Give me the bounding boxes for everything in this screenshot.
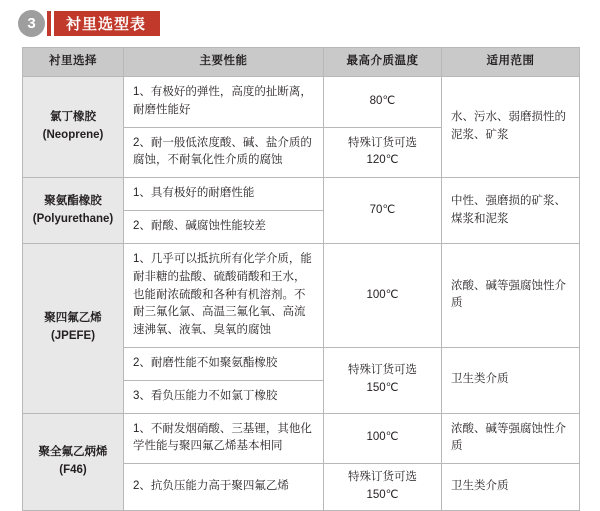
temperature-cell <box>324 347 442 413</box>
table-row <box>23 243 580 347</box>
lining-name-cn: 聚氨酯橡胶 <box>44 194 102 207</box>
temperature-note: 特殊订货可选 <box>348 136 417 149</box>
column-header-performance: 主要性能 <box>124 48 324 77</box>
table-header-row <box>23 48 580 77</box>
lining-cell-ptfe <box>23 243 124 413</box>
performance-cell: 1、不耐发烟硝酸、三基锂，其他化学性能与聚四氟乙烯基本相同 <box>124 413 324 464</box>
lining-selection-table <box>22 47 580 511</box>
lining-name-cn: 氯丁橡胶 <box>50 111 96 124</box>
temperature-note: 特殊订货可选 <box>348 471 417 484</box>
table-header <box>23 48 580 77</box>
lining-name-en: (Polyurethane) <box>32 212 114 225</box>
application-cell: 卫生类介质 <box>442 464 580 511</box>
table-body <box>23 77 580 511</box>
application-cell: 浓酸、碱等强腐蚀性介质 <box>442 413 580 464</box>
performance-cell: 3、看负压能力不如氯丁橡胶 <box>124 380 324 413</box>
performance-cell: 1、具有极好的耐磨性能 <box>124 178 324 211</box>
page-title: 衬里选型表 <box>66 15 147 33</box>
temperature-note: 特殊订货可选 <box>348 364 417 377</box>
performance-cell: 2、抗负压能力高于聚四氟乙烯 <box>124 464 324 511</box>
lining-name-en: (Neoprene) <box>42 129 104 142</box>
temperature-value: 150℃ <box>366 489 399 501</box>
temperature-cell: 80℃ <box>324 77 442 128</box>
title-plate <box>54 11 160 36</box>
column-header-max-temperature: 最高介质温度 <box>324 48 442 77</box>
application-cell: 浓酸、碱等强腐蚀性介质 <box>442 243 580 347</box>
temperature-cell <box>324 127 442 178</box>
performance-cell: 1、有极好的弹性，高度的扯断离，耐磨性能好 <box>124 77 324 128</box>
temperature-value: 120℃ <box>366 154 399 167</box>
lining-name-en: (F46) <box>59 463 87 476</box>
performance-cell: 1、几乎可以抵抗所有化学介质，能耐非糖的盐酸、硫酸硝酸和王水，也能耐浓硫酸和各种有机溶剂。不耐三氟化氯、高温三氟化氧、高流速沸氧、液氧、臭氧的腐蚀 <box>124 243 324 347</box>
performance-cell: 2、耐磨性能不如聚氨酯橡胶 <box>124 347 324 380</box>
lining-name-en: (JPEFE) <box>50 330 96 343</box>
page-title-bar <box>18 8 160 38</box>
column-header-application: 适用范围 <box>442 48 580 77</box>
table-row <box>23 77 580 128</box>
table-row <box>23 413 580 464</box>
performance-cell: 2、耐酸、碱腐蚀性能较差 <box>124 211 324 244</box>
performance-cell: 2、耐一般低浓度酸、碱、盐介质的腐蚀，不耐氧化性介质的腐蚀 <box>124 127 324 178</box>
temperature-cell: 70℃ <box>324 178 442 244</box>
temperature-cell: 100℃ <box>324 243 442 347</box>
temperature-cell <box>324 464 442 511</box>
column-header-lining: 衬里选择 <box>23 48 124 77</box>
application-cell: 卫生类介质 <box>442 347 580 413</box>
application-cell: 中性、强磨损的矿浆、煤浆和泥浆 <box>442 178 580 244</box>
lining-cell-f46 <box>23 413 124 510</box>
lining-cell-neoprene <box>23 77 124 178</box>
temperature-value: 150℃ <box>366 382 399 395</box>
table-row <box>23 178 580 211</box>
lining-name-cn: 聚四氟乙烯 <box>44 312 102 325</box>
temperature-cell: 100℃ <box>324 413 442 464</box>
lining-name-cn: 聚全氟乙炳烯 <box>38 445 108 458</box>
section-number-badge: 3 <box>18 10 45 37</box>
lining-cell-polyurethane <box>23 178 124 244</box>
application-cell: 水、污水、弱磨损性的泥浆、矿浆 <box>442 77 580 178</box>
